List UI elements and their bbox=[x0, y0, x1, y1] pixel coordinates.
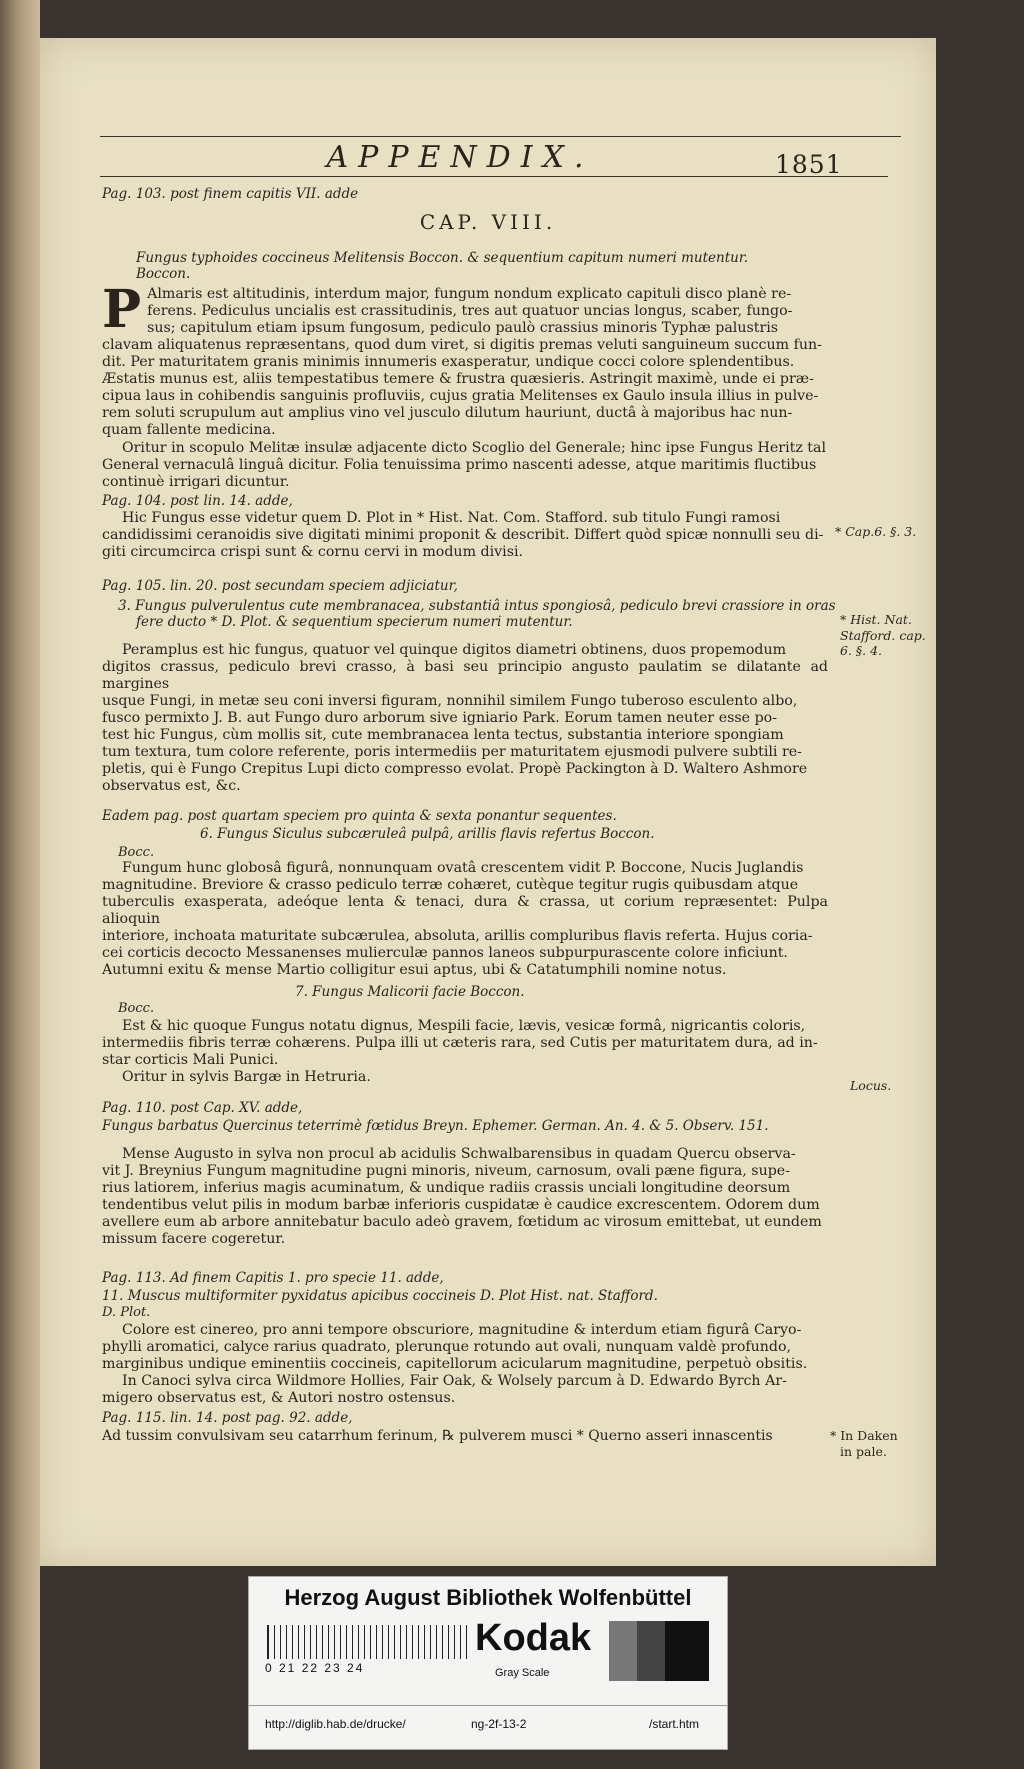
species-heading: 7. Fungus Malicorii facie Boccon. bbox=[295, 984, 525, 1000]
text-line: Peramplus est hic fungus, quatuor vel quinque digitos diametri obtinens, duos propemodum bbox=[122, 642, 787, 658]
text-line: Colore est cinereo, pro anni tempore obscuriore, magnitudine & interdum etiam figurâ Caryo- bbox=[122, 1322, 802, 1338]
species-attribution: Bocc. bbox=[118, 845, 155, 860]
text-line: In Canoci sylva circa Wildmore Hollies, Fair Oak, & Wolsely parcum à D. Edwardo Byrch Ar- bbox=[122, 1373, 787, 1389]
drop-cap: P bbox=[102, 279, 142, 340]
gray-scale-label: Gray Scale bbox=[495, 1667, 550, 1679]
text-line: candidissimi ceranoidis sive digitati minimi proponit & describit. Differt quòd spicæ nonnulli seu di- bbox=[102, 527, 824, 543]
page-header-title: APPENDIX. bbox=[326, 140, 594, 175]
text-line: intermediis fibris terræ cohærens. Pulpa illi ut cæteris rara, sed Cutis per maturitatem dura, ad in- bbox=[102, 1035, 818, 1051]
header-rule-top bbox=[100, 136, 901, 137]
text-line: phylli aromatici, calyce rarius quadrato, plerunque rotundo aut ovali, nunquam valdè profundo, bbox=[102, 1339, 792, 1355]
text-line: Hic Fungus esse videtur quem D. Plot in * Hist. Nat. Com. Stafford. sub titulo Fungi ramosi bbox=[122, 510, 781, 526]
text-line: Fungum hunc globosâ figurâ, nonnunquam ovatâ crescentem vidit P. Boccone, Nucis Juglandis bbox=[122, 860, 804, 876]
margin-note: * Hist. Nat. bbox=[840, 612, 912, 627]
gray-swatch bbox=[665, 1621, 709, 1681]
text-line: continuè irrigari dicuntur. bbox=[102, 474, 290, 490]
species-attribution: Bocc. bbox=[118, 1001, 155, 1016]
section-ref: Pag. 110. post Cap. XV. adde, bbox=[102, 1100, 303, 1116]
text-line: sus; capitulum etiam ipsum fungosum, pediculo paulò crassius minoris Typhæ palustris bbox=[147, 320, 779, 336]
species-heading: fere ducto * D. Plot. & sequentium specierum numeri mutentur. bbox=[136, 614, 573, 630]
margin-note: Stafford. cap. bbox=[840, 628, 926, 643]
section-ref: Pag. 113. Ad finem Capitis 1. pro specie 11. adde, bbox=[102, 1270, 444, 1286]
margin-note: * Cap.6. §. 3. bbox=[835, 524, 917, 539]
text-line: migero observatus est, & Autori nostro ostensus. bbox=[102, 1390, 456, 1406]
section-ref: Eadem pag. post quartam speciem pro quinta & sexta ponantur sequentes. bbox=[102, 808, 617, 824]
footer-url: http://diglib.hab.de/drucke/ bbox=[265, 1717, 406, 1731]
margin-note: Locus. bbox=[850, 1078, 892, 1093]
scale-ruler bbox=[267, 1625, 468, 1659]
paragraph bbox=[102, 279, 828, 439]
text-line: ferens. Pediculus uncialis est crassitudinis, tres aut quatuor uncias longus, scaber, fungo- bbox=[147, 303, 793, 319]
paragraph bbox=[102, 1322, 828, 1407]
species-heading: 6. Fungus Siculus subcæruleâ pulpâ, arillis flavis refertus Boccon. bbox=[200, 826, 655, 842]
paragraph bbox=[102, 1146, 828, 1248]
text-line: tendentibus velut pilis in modum barbæ inferioris cuspidatæ è caudice excrescentem. Odorem dum bbox=[102, 1197, 820, 1213]
text-line: cipua laus in cohibendis sanguinis profluviis, cujus gratia Melitenses ex Gaulo insula illius in pulve- bbox=[102, 388, 819, 404]
species-attribution: Boccon. bbox=[136, 266, 191, 282]
section-ref: Pag. 105. lin. 20. post secundam speciem adjiciatur, bbox=[102, 578, 458, 594]
text-line: Ad tussim convulsivam seu catarrhum ferinum, ℞ pulverem musci * Querno asseri innascentis bbox=[102, 1428, 773, 1444]
chapter-title: CAP. VIII. bbox=[419, 210, 557, 234]
text-line: clavam aliquatenus repræsentans, quod dum viret, si digitis premas veluti sanguineum succum fun- bbox=[102, 337, 822, 353]
text-line: missum facere cogeretur. bbox=[102, 1231, 286, 1247]
margin-note: 6. §. 4. bbox=[840, 643, 883, 658]
gray-swatch bbox=[609, 1621, 637, 1681]
text-line: marginibus undique eminentiis coccineis, capitellorum acicularum magnitudine, perpetuò obsitis. bbox=[102, 1356, 808, 1372]
page-number: 1851 bbox=[775, 150, 843, 179]
library-name: Herzog August Bibliothek Wolfenbüttel bbox=[284, 1585, 692, 1610]
ruler-numbers: 0 21 22 23 24 bbox=[265, 1661, 365, 1675]
text-line: vit J. Breynius Fungum magnitudine pugni minoris, niveum, carnosum, ovali pæne figura, supe- bbox=[102, 1163, 790, 1179]
text-line: Æstatis munus est, aliis tempestatibus temere & frustra quæsieris. Astringit maximè, unde ei præ- bbox=[102, 371, 814, 387]
text-line: giti circumcirca crispi sunt & cornu cervi in modum divisi. bbox=[102, 544, 524, 560]
paragraph bbox=[102, 510, 828, 561]
text-line: tum textura, tum colore referente, poris intermediis per maturitatem ejusmodi pulvere subtili re- bbox=[102, 744, 802, 760]
text-line: avellere eum ab arbore annitebatur baculo adeò gravem, fœtidum ac virosum emittebat, ut eundem bbox=[102, 1214, 822, 1230]
text-line: observatus est, &c. bbox=[102, 778, 241, 794]
header-rule-bottom bbox=[100, 176, 888, 177]
footer-start: /start.htm bbox=[649, 1717, 700, 1731]
text-line: fusco permixto J. B. aut Fungo duro arborum sive igniario Park. Eorum tamen neuter esse po- bbox=[102, 710, 777, 726]
text-line: rius latiorem, inferius magis acuminatum, & undique radiis crassis unciali longitudine deorsum bbox=[102, 1180, 791, 1196]
text-line: digitos crassus, pediculo brevi crasso, à basi seu principio angusto paulatim se dilatante ad margines bbox=[102, 659, 828, 692]
text-line: Oritur in scopulo Melitæ insulæ adjacente dicto Scoglio del Generale; hinc ipse Fungus Heritz tal bbox=[122, 440, 827, 456]
text-line: pletis, qui è Fungo Crepitus Lupi dicto compresso evolat. Propè Packington à D. Waltero Ashmore bbox=[102, 761, 808, 777]
text-line: star corticis Mali Punici. bbox=[102, 1052, 279, 1068]
gray-swatch bbox=[637, 1621, 665, 1681]
text-line: usque Fungi, in metæ seu coni inversi figuram, nonnihil similem Fungo tuberoso esculento albo, bbox=[102, 693, 798, 709]
section-ref: Pag. 103. post finem capitis VII. adde bbox=[102, 186, 359, 202]
text-line: Est & hic quoque Fungus notatu dignus, Mespili facie, lævis, vesicæ formâ, nigricantis coloris, bbox=[122, 1018, 806, 1034]
label-divider bbox=[249, 1705, 727, 1706]
book-page bbox=[40, 38, 936, 1566]
paragraph bbox=[102, 440, 828, 491]
section-ref: Pag. 115. lin. 14. post pag. 92. adde, bbox=[102, 1410, 353, 1426]
margin-note: in pale. bbox=[840, 1444, 887, 1459]
paragraph bbox=[102, 1018, 828, 1086]
species-heading: 3. Fungus pulverulentus cute membranacea, substantiâ intus spongiosâ, pediculo brevi crassiore in oras bbox=[118, 598, 836, 614]
text-line: Almaris est altitudinis, interdum major, fungum nondum explicato capituli disco planè re- bbox=[147, 286, 792, 302]
species-heading: Fungus barbatus Quercinus teterrimè fœtidus Breyn. Ephemer. German. An. 4. & 5. Observ. 151. bbox=[102, 1118, 769, 1134]
text-line: quam fallente medicina. bbox=[102, 422, 276, 438]
text-line: Mense Augusto in sylva non procul ab acidulis Schwalbarensibus in quadam Quercu observa- bbox=[122, 1146, 796, 1162]
text-line: rem soluti scrupulum aut amplius vino vel jusculo dilutum hauriunt, ductâ à majoribus hac nun- bbox=[102, 405, 793, 421]
text-line: tuberculis exasperata, adeóque lenta & tenaci, dura & crassa, ut corium repræsentet: Pulpa alioquin bbox=[102, 894, 828, 927]
text-line: cei corticis decocto Messanenses mulierculæ pannos laneos subpurpurascente colore inficiunt. bbox=[102, 945, 788, 961]
species-heading: Fungus typhoides coccineus Melitensis Boccon. & sequentium capitum numeri mutentur. bbox=[136, 250, 749, 266]
book-spine-edge bbox=[0, 0, 40, 1769]
library-calibration-label bbox=[248, 1576, 728, 1750]
paragraph bbox=[102, 860, 828, 979]
text-line: Autumni exitu & mense Martio colligitur esui aptus, ubi & Catatumphili nomine notus. bbox=[102, 962, 727, 978]
species-heading: 11. Muscus multiformiter pyxidatus apicibus coccineis D. Plot Hist. nat. Stafford. bbox=[102, 1288, 658, 1304]
text-line: Oritur in sylvis Bargæ in Hetruria. bbox=[122, 1069, 371, 1085]
text-line: interiore, inchoata maturitate subcærulea, absoluta, arillis compluribus flavis referta. Hujus coria- bbox=[102, 928, 813, 944]
margin-note: * In Daken bbox=[830, 1428, 898, 1443]
section-ref: Pag. 104. post lin. 14. adde, bbox=[102, 493, 293, 509]
text-line: General vernaculâ linguâ dicitur. Folia tenuissima primo nascenti adesse, atque maritimis fluctibus bbox=[102, 457, 817, 473]
paragraph bbox=[102, 642, 828, 795]
footer-signature: ng-2f-13-2 bbox=[471, 1717, 527, 1731]
kodak-logo: Kodak bbox=[475, 1617, 592, 1659]
text-line: test hic Fungus, cùm mollis sit, cute membranacea lenta tectus, substantia interiore spongiam bbox=[102, 727, 784, 743]
text-line: magnitudine. Breviore & crasso pediculo terræ cohæret, cutèque tegitur rugis quibusdam atque bbox=[102, 877, 799, 893]
text-line: dit. Per maturitatem granis minimis innumeris exasperatur, undique cocci colore splendentibus. bbox=[102, 354, 795, 370]
species-attribution: D. Plot. bbox=[102, 1305, 151, 1320]
